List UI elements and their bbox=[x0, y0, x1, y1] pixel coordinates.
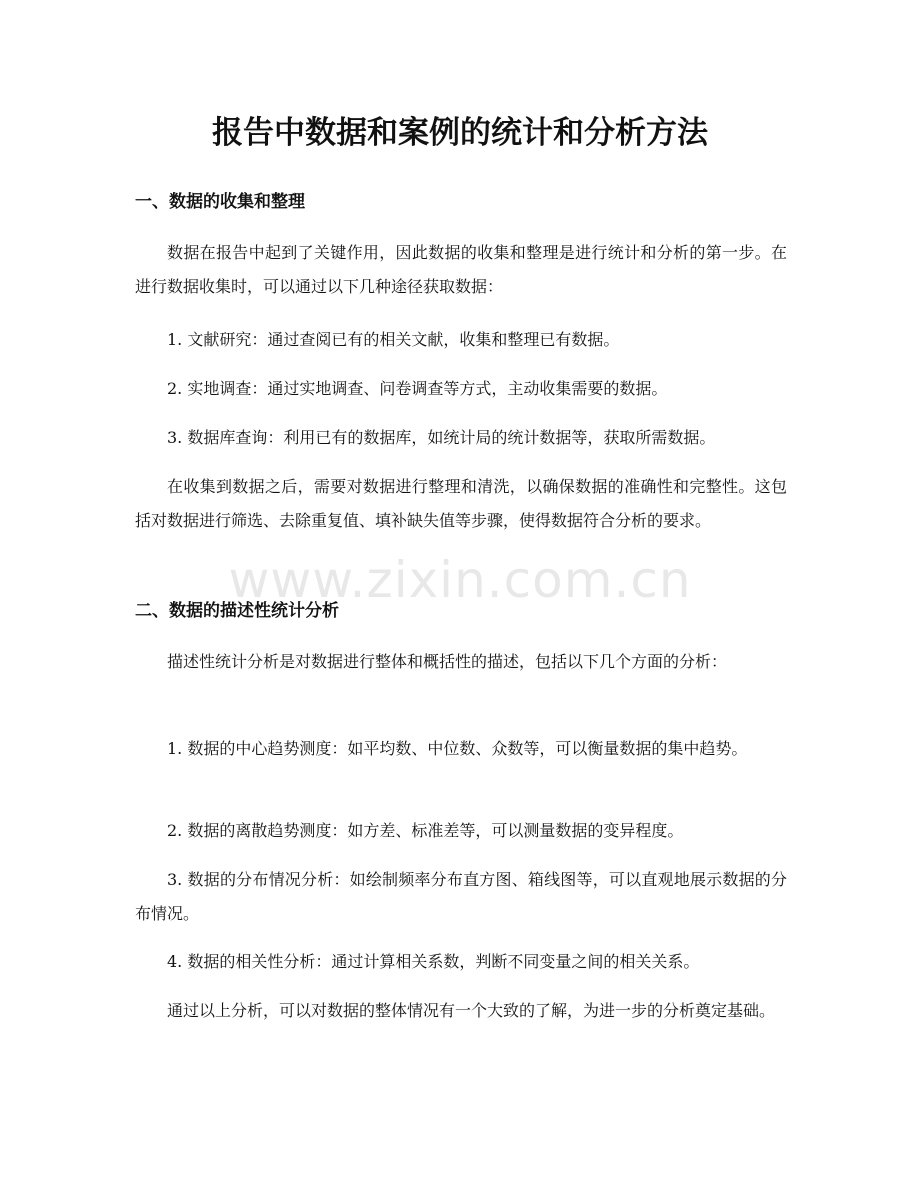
section-2-item-2: 2. 数据的离散趋势测度：如方差、标准差等，可以测量数据的变异程度。 bbox=[167, 821, 684, 840]
section-2-item-4: 4. 数据的相关性分析：通过计算相关系数，判断不同变量之间的相关关系。 bbox=[167, 952, 700, 971]
section-2-closing: 通过以上分析，可以对数据的整体情况有一个大致的了解，为进一步的分析奠定基础。 bbox=[167, 1001, 776, 1020]
section-1-heading: 一、数据的收集和整理 bbox=[135, 192, 305, 212]
section-1-item-1: 1. 文献研究：通过查阅已有的相关文献，收集和整理已有数据。 bbox=[167, 330, 620, 349]
section-1-item-3: 3. 数据库查询：利用已有的数据库，如统计局的统计数据等，获取所需数据。 bbox=[167, 428, 716, 447]
section-2-item-1: 1. 数据的中心趋势测度：如平均数、中位数、众数等，可以衡量数据的集中趋势。 bbox=[167, 739, 748, 758]
section-2-intro: 描述性统计分析是对数据进行整体和概括性的描述，包括以下几个方面的分析： bbox=[167, 652, 728, 671]
document-title: 报告中数据和案例的统计和分析方法 bbox=[212, 115, 708, 151]
section-2-heading: 二、数据的描述性统计分析 bbox=[135, 601, 339, 621]
section-1-closing: 在收集到数据之后，需要对数据进行整理和清洗，以确保数据的准确性和完整性。这包括对数据进行筛选、去除重复值、填补缺失值等步骤，使得数据符合分析的要求。 bbox=[135, 477, 787, 530]
watermark: www.zixin.com.cn bbox=[228, 551, 692, 609]
section-1-intro: 数据在报告中起到了关键作用，因此数据的收集和整理是进行统计和分析的第一步。在进行数据收集时，可以通过以下几种途径获取数据： bbox=[135, 243, 787, 296]
section-1-item-2: 2. 实地调查：通过实地调查、问卷调查等方式，主动收集需要的数据。 bbox=[167, 379, 668, 398]
section-2-item-3: 3. 数据的分布情况分析：如绘制频率分布直方图、箱线图等，可以直观地展示数据的分布情况。 bbox=[135, 870, 787, 923]
